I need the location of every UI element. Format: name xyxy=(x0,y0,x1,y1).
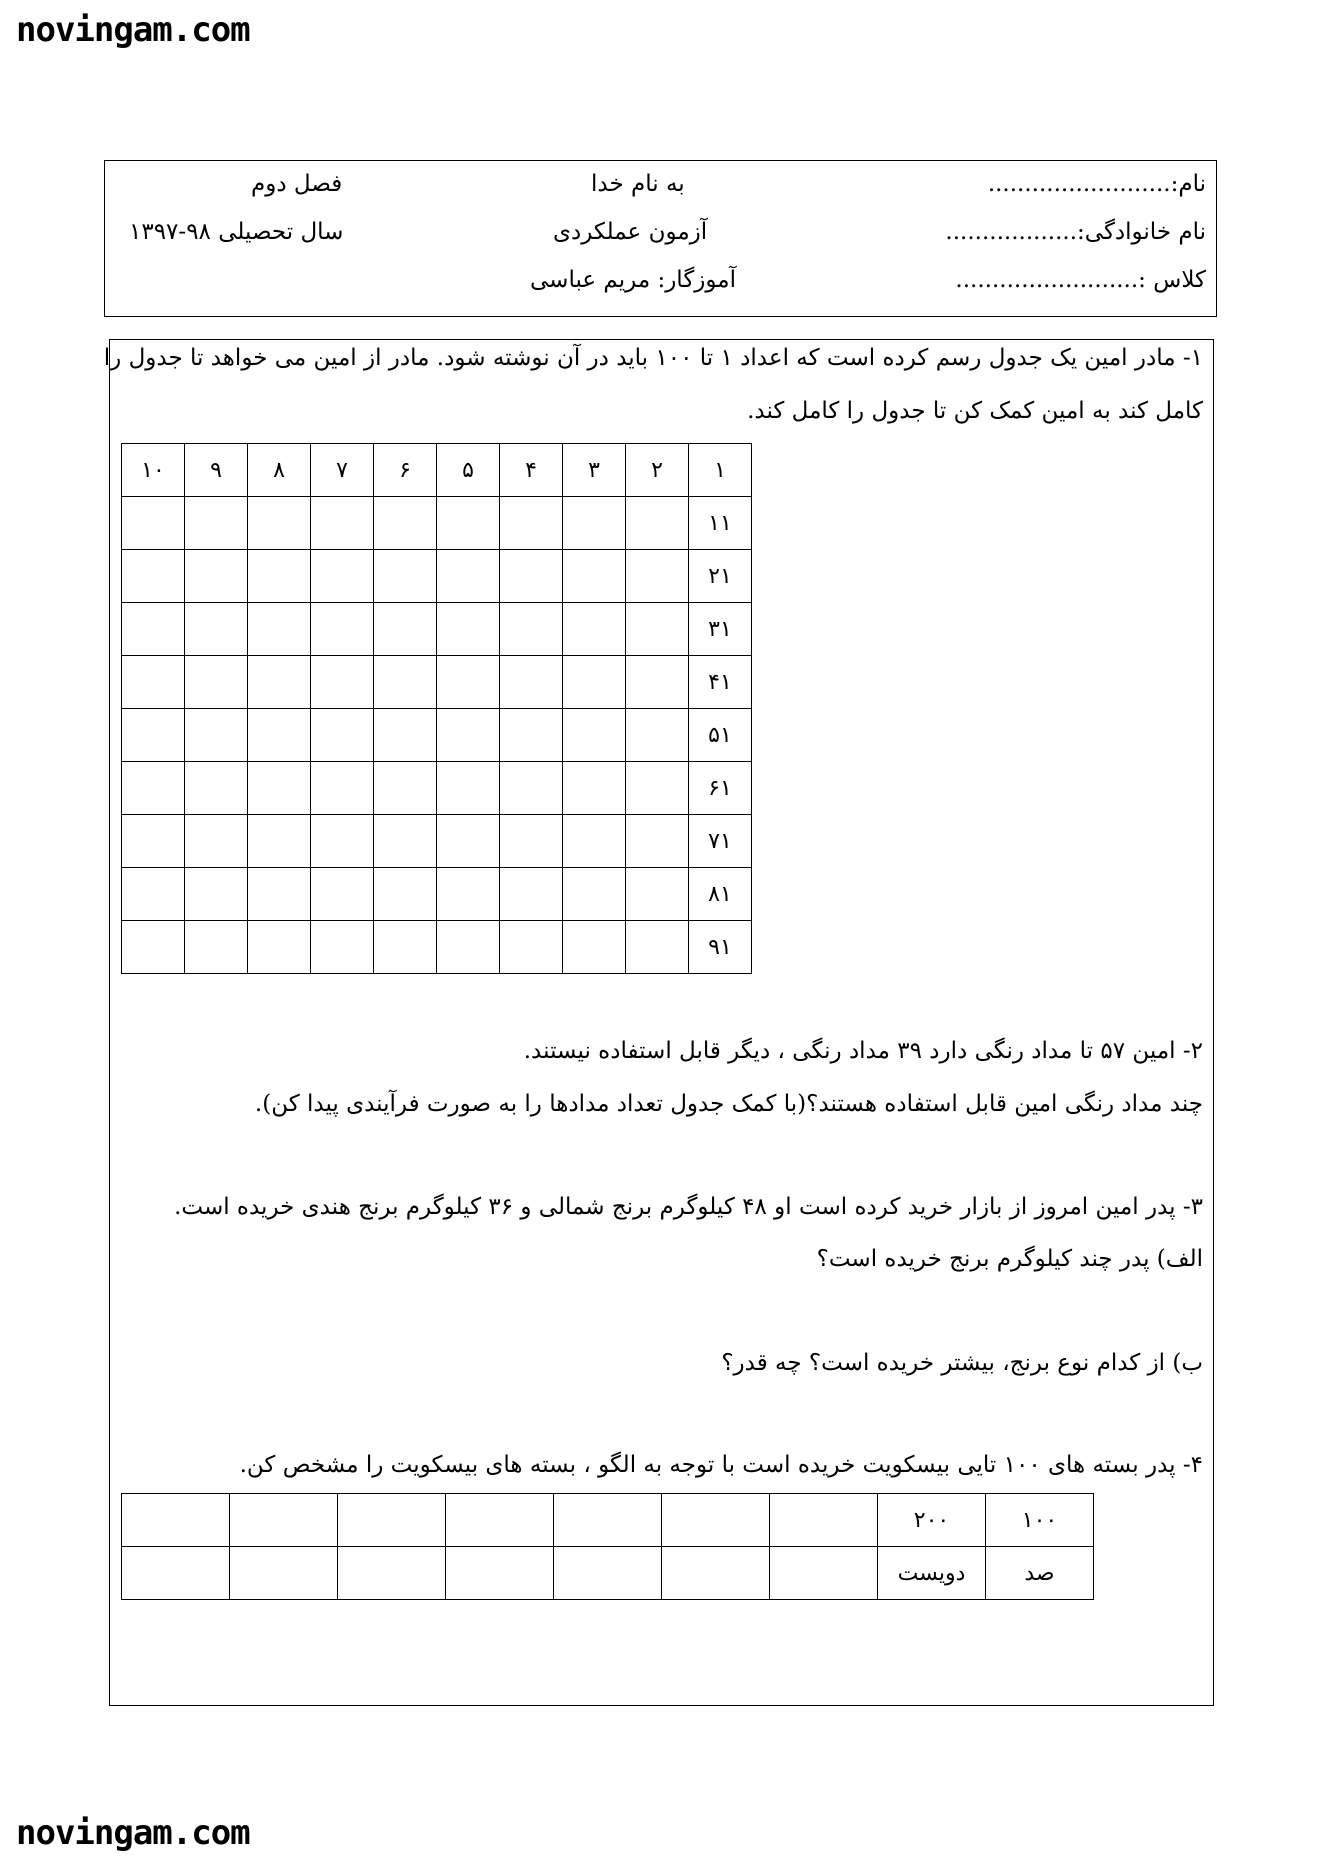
grid-blank-cell[interactable] xyxy=(374,497,437,550)
student-info-header xyxy=(104,160,1217,317)
biscuit-blank-cell[interactable] xyxy=(554,1494,662,1547)
grid-blank-cell[interactable] xyxy=(437,815,500,868)
school-year: سال تحصیلی ۹۸-۱۳۹۷ xyxy=(129,219,344,245)
q1-text-line1: ۱- مادر امین یک جدول رسم کرده است که اعداد ۱ تا ۱۰۰ باید در آن نوشته شود. مادر از امین می خواهد تا جدول را xyxy=(103,345,1203,371)
grid-blank-cell[interactable] xyxy=(500,709,563,762)
name-field: نام:......................... xyxy=(987,171,1206,197)
grid-blank-cell[interactable] xyxy=(626,497,689,550)
biscuit-blank-cell[interactable] xyxy=(770,1547,878,1600)
grid-cell: ۹ xyxy=(185,444,248,497)
grid-blank-cell[interactable] xyxy=(311,709,374,762)
biscuit-blank-cell[interactable] xyxy=(770,1494,878,1547)
grid-cell: ۴ xyxy=(500,444,563,497)
grid-blank-cell[interactable] xyxy=(374,709,437,762)
grid-row xyxy=(122,656,752,709)
grid-blank-cell[interactable] xyxy=(374,815,437,868)
biscuit-word-cell: دویست xyxy=(878,1547,986,1600)
grid-blank-cell[interactable] xyxy=(185,550,248,603)
grid-cell: ۷۱ xyxy=(689,815,752,868)
grid-blank-cell[interactable] xyxy=(500,656,563,709)
grid-blank-cell[interactable] xyxy=(626,868,689,921)
grid-cell: ۸۱ xyxy=(689,868,752,921)
grid-blank-cell[interactable] xyxy=(563,709,626,762)
grid-cell: ۲ xyxy=(626,444,689,497)
grid-row xyxy=(122,497,752,550)
grid-cell: ۱۰ xyxy=(122,444,185,497)
class-field: کلاس :......................... xyxy=(955,267,1206,293)
biscuit-pattern-table xyxy=(121,1493,1094,1600)
grid-blank-cell[interactable] xyxy=(122,868,185,921)
chapter-label: فصل دوم xyxy=(251,171,343,197)
grid-blank-cell[interactable] xyxy=(248,709,311,762)
grid-cell: ۹۱ xyxy=(689,921,752,974)
grid-blank-cell[interactable] xyxy=(374,921,437,974)
grid-blank-cell[interactable] xyxy=(248,603,311,656)
biscuit-blank-cell[interactable] xyxy=(338,1547,446,1600)
grid-blank-cell[interactable] xyxy=(122,815,185,868)
grid-row xyxy=(122,603,752,656)
q3-part-a: الف) پدر چند کیلوگرم برنج خریده است؟ xyxy=(816,1246,1203,1272)
grid-blank-cell[interactable] xyxy=(185,497,248,550)
grid-header-row xyxy=(122,444,752,497)
grid-blank-cell[interactable] xyxy=(311,762,374,815)
grid-cell: ۵۱ xyxy=(689,709,752,762)
q1-text-line2: کامل کند به امین کمک کن تا جدول را کامل کند. xyxy=(747,398,1203,424)
grid-cell: ۷ xyxy=(311,444,374,497)
grid-blank-cell[interactable] xyxy=(122,497,185,550)
grid-row xyxy=(122,550,752,603)
grid-blank-cell[interactable] xyxy=(248,921,311,974)
grid-blank-cell[interactable] xyxy=(626,603,689,656)
grid-blank-cell[interactable] xyxy=(500,550,563,603)
grid-cell: ۳ xyxy=(563,444,626,497)
biscuit-blank-cell[interactable] xyxy=(554,1547,662,1600)
grid-blank-cell[interactable] xyxy=(374,868,437,921)
q3-text-line1: ۳- پدر امین امروز از بازار خرید کرده است او ۴۸ کیلوگرم برنج شمالی و ۳۶ کیلوگرم برنج هندی خریده است. xyxy=(174,1194,1203,1220)
grid-blank-cell[interactable] xyxy=(437,762,500,815)
hundred-number-grid xyxy=(121,443,752,974)
grid-cell: ۱۱ xyxy=(689,497,752,550)
grid-blank-cell[interactable] xyxy=(563,815,626,868)
grid-blank-cell[interactable] xyxy=(437,497,500,550)
grid-blank-cell[interactable] xyxy=(437,709,500,762)
grid-blank-cell[interactable] xyxy=(563,550,626,603)
biscuit-blank-cell[interactable] xyxy=(446,1547,554,1600)
q2-text-line2: چند مداد رنگی امین قابل استفاده هستند؟(با کمک جدول تعداد مدادها را به صورت فرآیندی پیدا کن). xyxy=(254,1091,1203,1117)
grid-blank-cell[interactable] xyxy=(122,603,185,656)
grid-cell: ۶۱ xyxy=(689,762,752,815)
grid-blank-cell[interactable] xyxy=(311,550,374,603)
family-name-field: نام خانوادگی:.................. xyxy=(945,219,1206,245)
biscuit-number-cell: ۲۰۰ xyxy=(878,1494,986,1547)
grid-blank-cell[interactable] xyxy=(122,656,185,709)
grid-blank-cell[interactable] xyxy=(374,656,437,709)
grid-blank-cell[interactable] xyxy=(185,815,248,868)
grid-blank-cell[interactable] xyxy=(626,550,689,603)
teacher-name: آموزگار: مریم عباسی xyxy=(530,267,736,293)
grid-blank-cell[interactable] xyxy=(500,921,563,974)
grid-row xyxy=(122,762,752,815)
grid-blank-cell[interactable] xyxy=(185,709,248,762)
biscuit-blank-cell[interactable] xyxy=(122,1547,230,1600)
grid-blank-cell[interactable] xyxy=(500,603,563,656)
biscuit-word-row xyxy=(122,1547,1094,1600)
grid-blank-cell[interactable] xyxy=(122,921,185,974)
grid-blank-cell[interactable] xyxy=(122,709,185,762)
grid-blank-cell[interactable] xyxy=(626,709,689,762)
grid-blank-cell[interactable] xyxy=(626,921,689,974)
biscuit-blank-cell[interactable] xyxy=(230,1547,338,1600)
grid-blank-cell[interactable] xyxy=(248,868,311,921)
grid-blank-cell[interactable] xyxy=(311,656,374,709)
grid-blank-cell[interactable] xyxy=(500,868,563,921)
grid-blank-cell[interactable] xyxy=(437,550,500,603)
grid-cell: ۲۱ xyxy=(689,550,752,603)
grid-blank-cell[interactable] xyxy=(626,656,689,709)
grid-blank-cell[interactable] xyxy=(248,762,311,815)
grid-blank-cell[interactable] xyxy=(626,815,689,868)
grid-blank-cell[interactable] xyxy=(311,868,374,921)
grid-blank-cell[interactable] xyxy=(185,868,248,921)
grid-blank-cell[interactable] xyxy=(185,762,248,815)
biscuit-blank-cell[interactable] xyxy=(230,1494,338,1547)
grid-blank-cell[interactable] xyxy=(437,603,500,656)
q3-part-b: ب) از کدام نوع برنج، بیشتر خریده است؟ چه قدر؟ xyxy=(721,1350,1203,1376)
grid-cell: ۸ xyxy=(248,444,311,497)
grid-cell: ۱ xyxy=(689,444,752,497)
grid-blank-cell[interactable] xyxy=(500,762,563,815)
grid-blank-cell[interactable] xyxy=(374,550,437,603)
grid-cell: ۳۱ xyxy=(689,603,752,656)
exam-title: آزمون عملکردی xyxy=(553,219,708,245)
grid-blank-cell[interactable] xyxy=(626,762,689,815)
grid-blank-cell[interactable] xyxy=(563,921,626,974)
grid-row xyxy=(122,815,752,868)
grid-blank-cell[interactable] xyxy=(311,921,374,974)
grid-row xyxy=(122,868,752,921)
q2-text-line1: ۲- امین ۵۷ تا مداد رنگی دارد ۳۹ مداد رنگی ، دیگر قابل استفاده نیستند. xyxy=(523,1038,1203,1064)
watermark-bottom: novingam.com xyxy=(16,1813,250,1853)
watermark-top: novingam.com xyxy=(16,10,250,50)
grid-blank-cell[interactable] xyxy=(185,921,248,974)
grid-blank-cell[interactable] xyxy=(185,656,248,709)
grid-cell: ۵ xyxy=(437,444,500,497)
grid-blank-cell[interactable] xyxy=(248,497,311,550)
biscuit-blank-cell[interactable] xyxy=(662,1547,770,1600)
biscuit-blank-cell[interactable] xyxy=(446,1494,554,1547)
grid-blank-cell[interactable] xyxy=(248,656,311,709)
biscuit-word-cell: صد xyxy=(986,1547,1094,1600)
biscuit-number-row xyxy=(122,1494,1094,1547)
grid-blank-cell[interactable] xyxy=(563,603,626,656)
grid-blank-cell[interactable] xyxy=(563,762,626,815)
grid-blank-cell[interactable] xyxy=(311,497,374,550)
grid-blank-cell[interactable] xyxy=(311,815,374,868)
grid-blank-cell[interactable] xyxy=(437,868,500,921)
grid-blank-cell[interactable] xyxy=(248,550,311,603)
grid-row xyxy=(122,921,752,974)
grid-blank-cell[interactable] xyxy=(437,656,500,709)
biscuit-blank-cell[interactable] xyxy=(122,1494,230,1547)
grid-blank-cell[interactable] xyxy=(437,921,500,974)
grid-blank-cell[interactable] xyxy=(374,603,437,656)
grid-cell: ۶ xyxy=(374,444,437,497)
grid-blank-cell[interactable] xyxy=(500,497,563,550)
grid-blank-cell[interactable] xyxy=(122,762,185,815)
grid-cell: ۴۱ xyxy=(689,656,752,709)
grid-blank-cell[interactable] xyxy=(311,603,374,656)
grid-blank-cell[interactable] xyxy=(500,815,563,868)
biscuit-number-cell: ۱۰۰ xyxy=(986,1494,1094,1547)
grid-blank-cell[interactable] xyxy=(248,815,311,868)
grid-blank-cell[interactable] xyxy=(563,497,626,550)
grid-blank-cell[interactable] xyxy=(563,868,626,921)
grid-blank-cell[interactable] xyxy=(185,603,248,656)
grid-blank-cell[interactable] xyxy=(374,762,437,815)
biscuit-blank-cell[interactable] xyxy=(338,1494,446,1547)
biscuit-blank-cell[interactable] xyxy=(662,1494,770,1547)
q4-text-line1: ۴- پدر بسته های ۱۰۰ تایی بیسکویت خریده است با توجه به الگو ، بسته های بیسکویت را مشخص کن. xyxy=(239,1452,1203,1478)
bismillah-title: به نام خدا xyxy=(591,171,685,197)
grid-blank-cell[interactable] xyxy=(563,656,626,709)
grid-row xyxy=(122,709,752,762)
grid-blank-cell[interactable] xyxy=(122,550,185,603)
